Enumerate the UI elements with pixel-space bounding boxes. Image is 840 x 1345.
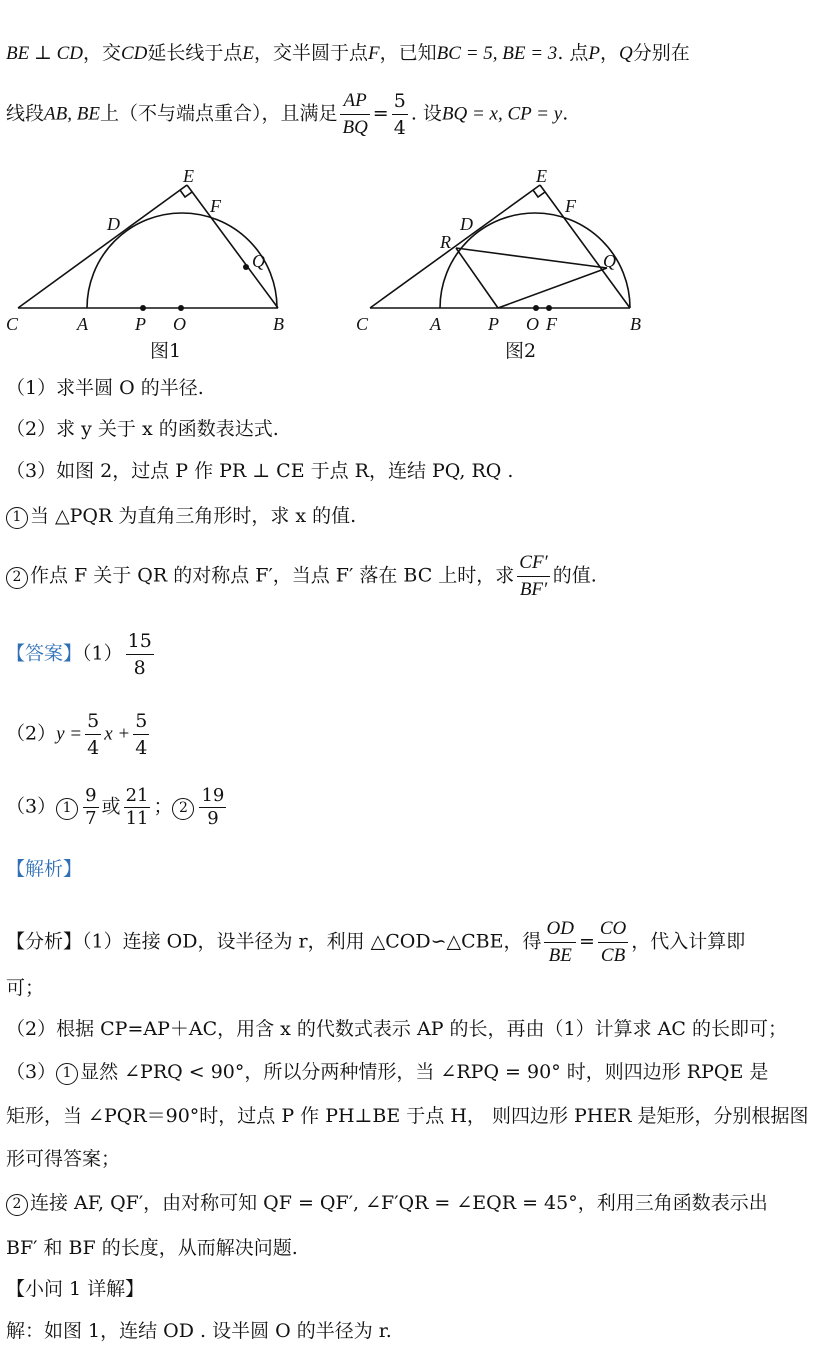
numerator: OD	[544, 916, 575, 943]
analysis-4-line2: BF′ 和 BF 的长度，从而解决问题.	[6, 1237, 298, 1259]
math-be-perp-cd: BE ⊥ CD	[6, 43, 83, 64]
fraction	[598, 916, 628, 969]
numerator: 9	[85, 785, 97, 806]
math-vars: BQ = x, CP = y	[441, 103, 563, 125]
label-f: F	[210, 196, 221, 216]
label-c: C	[6, 314, 19, 334]
circled-number: 1	[56, 1063, 78, 1085]
numerator: CO	[598, 916, 628, 943]
label-e: E	[536, 166, 547, 186]
circled-number: 1	[6, 507, 28, 529]
label-e: E	[183, 166, 194, 186]
text: 的值.	[552, 564, 597, 587]
analysis-3	[6, 1059, 834, 1085]
numerator: 19	[201, 785, 225, 806]
right-angle-mark	[533, 190, 545, 197]
circled-number: 2	[6, 567, 28, 589]
question-2: （2）求 y 关于 x 的函数表达式.	[6, 418, 279, 440]
analysis-3-line2: 矩形，当 ∠PQR＝90°时，过点 P 作 PH⊥BE 于点 H， 则四边形 PHER 是矩形，分别根据图	[6, 1105, 809, 1127]
text: 延长线于点	[147, 42, 243, 64]
analysis-2: （2）根据 CP=AP＋AC，用含 x 的代数式表示 AP 的长，再由（1）计算求 AC 的长即可；	[6, 1018, 787, 1040]
figure-1	[0, 160, 300, 340]
label-a: A	[430, 314, 441, 334]
circled-number: 2	[6, 1194, 28, 1216]
denominator: 8	[133, 657, 146, 679]
problem-line-2	[6, 88, 834, 141]
math-q: Q	[619, 43, 633, 64]
label-o: O	[173, 314, 186, 334]
label-q: Q	[252, 251, 265, 271]
label-q: Q	[603, 251, 616, 271]
equals: =	[578, 930, 595, 953]
text: 线段	[6, 102, 45, 125]
point-f-prime	[546, 305, 552, 311]
numerator: CF′	[517, 550, 549, 577]
question-3-2	[6, 550, 834, 603]
math-given: BC = 5, BE = 3	[436, 43, 558, 64]
question-3-1	[6, 503, 834, 529]
text: （3）	[6, 795, 57, 818]
label-p: P	[488, 314, 499, 334]
answer-2	[6, 708, 834, 761]
fraction-cf-bf	[517, 550, 549, 603]
text: ，交半圆于点	[254, 42, 369, 64]
fraction-5-4	[392, 88, 408, 141]
denominator: 11	[125, 808, 149, 829]
label-b: B	[273, 314, 284, 334]
analysis-3-line3: 形可得答案；	[6, 1148, 121, 1170]
text: ，代入计算即	[631, 930, 746, 953]
denominator: 4	[135, 737, 148, 759]
numerator: 5	[392, 88, 408, 115]
line-eb	[187, 185, 278, 308]
point-q	[243, 264, 249, 270]
subquestion-1-tag: 【小问 1 详解】	[6, 1278, 145, 1300]
text: 当 △PQR 为直角三角形时，求 x 的值.	[30, 505, 357, 527]
denominator: BE	[548, 945, 572, 966]
denominator: 4	[87, 737, 100, 759]
text: （1）	[82, 642, 123, 665]
text: （2）	[6, 722, 57, 745]
label-f2: F	[546, 314, 557, 334]
answer-3	[6, 785, 834, 830]
text: . 点	[557, 42, 589, 64]
denominator: CB	[600, 945, 626, 966]
label-c: C	[356, 314, 369, 334]
line-ce	[18, 185, 187, 308]
label-b: B	[630, 314, 641, 334]
math: y =	[56, 723, 83, 745]
math-cd: CD	[121, 43, 148, 64]
label-a: A	[77, 314, 88, 334]
question-3: （3）如图 2，过点 P 作 PR ⊥ CE 于点 R，连结 PQ, RQ .	[6, 460, 514, 482]
text: 或	[101, 795, 121, 818]
text: ，	[600, 42, 620, 64]
text: 显然 ∠PRQ < 90°，所以分两种情形，当 ∠RPQ = 90° 时，则四边形 RPQE 是	[80, 1061, 769, 1083]
text: 连接 AF, QF′，由对称可知 QF = QF′, ∠F′QR = ∠EQR = 45°，利用三角函数表示出	[30, 1192, 768, 1214]
analysis-tag: 【解析】	[6, 858, 83, 880]
line-rq	[456, 248, 607, 268]
label-d: D	[107, 214, 120, 234]
denominator: BQ	[342, 117, 368, 138]
text: .	[562, 102, 569, 125]
text: . 设	[410, 102, 442, 125]
fraction	[544, 916, 575, 969]
text: （3）	[6, 1061, 57, 1083]
fraction	[133, 708, 149, 761]
line-ce	[370, 185, 540, 308]
text: （1）连接 OD，设半径为 r，利用 △COD∽△CBE，得	[82, 930, 542, 953]
text: ，交	[82, 42, 121, 64]
answer-1	[6, 628, 834, 681]
label-r: R	[440, 232, 451, 252]
point-o	[533, 305, 539, 311]
label-d: D	[460, 214, 473, 234]
label-f: F	[565, 196, 576, 216]
question-1: （1）求半圆 O 的半径.	[6, 377, 204, 399]
math-e: E	[242, 43, 255, 64]
problem-line-1	[6, 40, 834, 67]
math-f: F	[368, 43, 380, 64]
denominator: 9	[207, 808, 219, 829]
analysis-4	[6, 1190, 834, 1216]
text: 上（不与端点重合），且满足	[99, 102, 338, 125]
fraction	[83, 785, 98, 830]
line-eb	[540, 185, 630, 308]
solution-line: 解：如图 1，连结 OD . 设半圆 O 的半径为 r.	[6, 1320, 392, 1342]
denominator: BF′	[519, 579, 548, 600]
text: 【分析】	[6, 930, 83, 953]
math-p: P	[588, 43, 601, 64]
numerator: 5	[85, 708, 101, 735]
fraction	[85, 708, 101, 761]
numerator: 15	[126, 628, 154, 655]
figure-2	[350, 160, 650, 340]
figure-1-caption: 图1	[150, 340, 182, 362]
point-o	[178, 305, 184, 311]
right-angle-mark	[180, 190, 192, 197]
line-pq	[498, 268, 607, 308]
answer-tag: 【答案】	[6, 642, 83, 665]
numerator: AP	[340, 88, 369, 115]
point-p	[140, 305, 146, 311]
fraction-answer-1	[126, 628, 154, 681]
analysis-1	[6, 916, 834, 969]
fraction	[124, 785, 151, 830]
numerator: 21	[125, 785, 149, 806]
figure-2-caption: 图2	[505, 340, 537, 362]
fraction-ap-bq	[340, 88, 369, 141]
text: 作点 F 关于 QR 的对称点 F′，当点 F′ 落在 BC 上时，求	[30, 564, 515, 587]
line-rp	[456, 248, 498, 308]
math: x +	[104, 723, 131, 745]
text: ，已知	[379, 42, 437, 64]
analysis-1-cont: 可；	[6, 977, 45, 999]
circled-number: 1	[56, 798, 78, 820]
fraction	[199, 785, 226, 830]
denominator: 4	[393, 117, 406, 139]
math-ab-be: AB, BE	[44, 103, 100, 125]
label-p: P	[135, 314, 146, 334]
denominator: 7	[85, 808, 97, 829]
circled-number: 2	[172, 798, 194, 820]
label-o: O	[526, 314, 539, 334]
text: 分别在	[632, 42, 690, 64]
numerator: 5	[133, 708, 149, 735]
equals: =	[372, 102, 389, 125]
text: ；	[153, 795, 173, 818]
